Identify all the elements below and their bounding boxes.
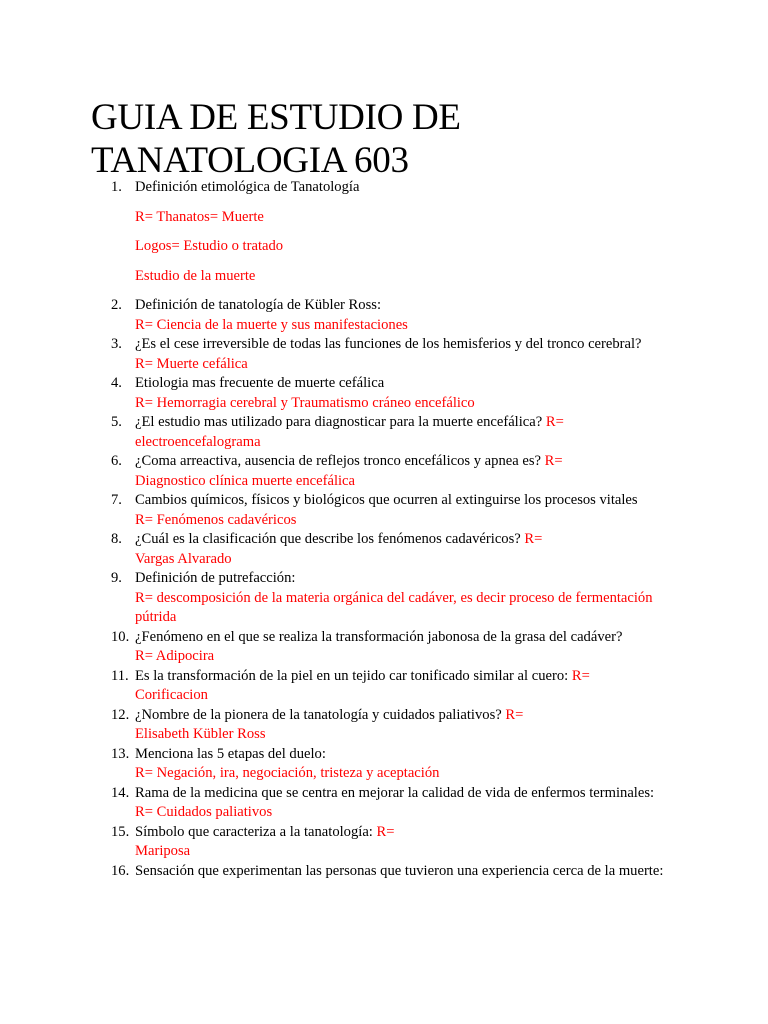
question-text: ¿El estudio mas utilizado para diagnosticar para la muerte encefálica? [135, 414, 543, 430]
question-text: ¿Coma arreactiva, ausencia de reflejos tronco encefálicos y apnea es? [135, 453, 541, 469]
item-number: 11. [111, 667, 129, 684]
answer-prefix: R= [544, 453, 563, 469]
question-text: Rama de la medicina que se centra en mejorar la calidad de vida de enfermos terminales: [135, 784, 655, 801]
answer-text: R= Adipocira [135, 648, 215, 664]
answer-text: Logos= Estudio o tratado [135, 238, 284, 254]
answer-text: R= Hemorragia cerebral y Traumatismo cráneo encefálico [135, 394, 475, 411]
answer-text: Elisabeth Kübler Ross [135, 726, 266, 742]
item-number: 9. [111, 570, 122, 586]
item-number: 2. [111, 297, 122, 313]
item-number: 12. [111, 706, 130, 723]
item-number: 1. [111, 179, 122, 195]
item-number: 4. [111, 375, 122, 391]
list-item [91, 178, 671, 296]
answer-text: R= descomposición de la materia orgánica del cadáver, es decir proceso de fermentación pútrida [135, 589, 653, 625]
list-item [91, 706, 671, 745]
item-number: 14. [111, 784, 130, 801]
list-item [91, 452, 671, 491]
question-list [91, 178, 671, 881]
answer-text: R= Muerte cefálica [135, 355, 248, 372]
answer-prefix: R= [545, 414, 564, 430]
question-text: Definición de putrefacción: [135, 570, 296, 586]
question-text: ¿Nombre de la pionera de la tanatología y cuidados paliativos? [135, 706, 502, 723]
list-item [91, 491, 671, 530]
question-text: Sensación que experimentan las personas que tuvieron una experiencia cerca de la muerte: [135, 862, 664, 879]
answer-prefix: R= [571, 667, 590, 684]
question-text: Es la transformación de la piel en un tejido car tonificado similar al cuero: [135, 667, 569, 684]
question-text: ¿Cuál es la clasificación que describe los fenómenos cadavéricos? [135, 531, 521, 547]
answer-prefix: R= [505, 706, 524, 723]
answer-prefix: R= [524, 531, 543, 547]
document-title [91, 96, 691, 182]
answer-text: R= Negación, ira, negociación, tristeza y aceptación [135, 765, 440, 781]
item-number: 13. [111, 745, 130, 762]
answer-text: Mariposa [135, 843, 191, 859]
list-item [91, 413, 671, 452]
question-text: ¿Es el cese irreversible de todas las funciones de los hemisferios y del tronco cerebral? [135, 336, 642, 352]
item-number: 6. [111, 453, 122, 469]
item-number: 8. [111, 531, 122, 547]
item-number: 5. [111, 414, 122, 430]
question-text: Etiologia mas frecuente de muerte cefálica [135, 375, 385, 391]
list-item [91, 374, 671, 413]
question-text: Definición de tanatología de Kübler Ross: [135, 297, 382, 313]
list-item [91, 667, 671, 706]
list-item [91, 335, 671, 374]
answer-text: Vargas Alvarado [135, 550, 232, 567]
answer-text: Corificacion [135, 687, 208, 703]
answer-prefix: R= [376, 823, 395, 840]
answer-text: R= Ciencia de la muerte y sus manifestaciones [135, 316, 408, 333]
list-item [91, 569, 671, 628]
item-number: 15. [111, 823, 130, 840]
question-text: Definición etimológica de Tanatología [135, 179, 360, 195]
question-text: ¿Fenómeno en el que se realiza la transformación jabonosa de la grasa del cadáver? [135, 628, 623, 645]
list-item [91, 296, 671, 335]
list-item [91, 628, 671, 667]
answer-text: R= Fenómenos cadavéricos [135, 511, 297, 528]
answer-text: Estudio de la muerte [135, 267, 256, 284]
item-number: 7. [111, 492, 122, 508]
list-item [91, 745, 671, 784]
title-line-2: TANATOLOGIA 603 [91, 140, 409, 181]
list-item [91, 530, 671, 569]
list-item [91, 862, 671, 882]
answer-text: Diagnostico clínica muerte encefálica [135, 472, 356, 489]
list-item [91, 823, 671, 862]
answer-text: R= Cuidados paliativos [135, 804, 273, 820]
question-text: Menciona las 5 etapas del duelo: [135, 745, 326, 762]
question-text: Cambios químicos, físicos y biológicos que ocurren al extinguirse los procesos vitales [135, 492, 638, 508]
answer-text: R= Thanatos= Muerte [135, 208, 264, 225]
list-item [91, 784, 671, 823]
title-line-1: GUIA DE ESTUDIO DE [91, 97, 461, 138]
item-number: 16. [111, 862, 130, 879]
question-text: Símbolo que caracteriza a la tanatología: [135, 823, 373, 840]
answer-text: electroencefalograma [135, 433, 261, 450]
item-number: 10. [111, 628, 130, 645]
item-number: 3. [111, 336, 122, 352]
